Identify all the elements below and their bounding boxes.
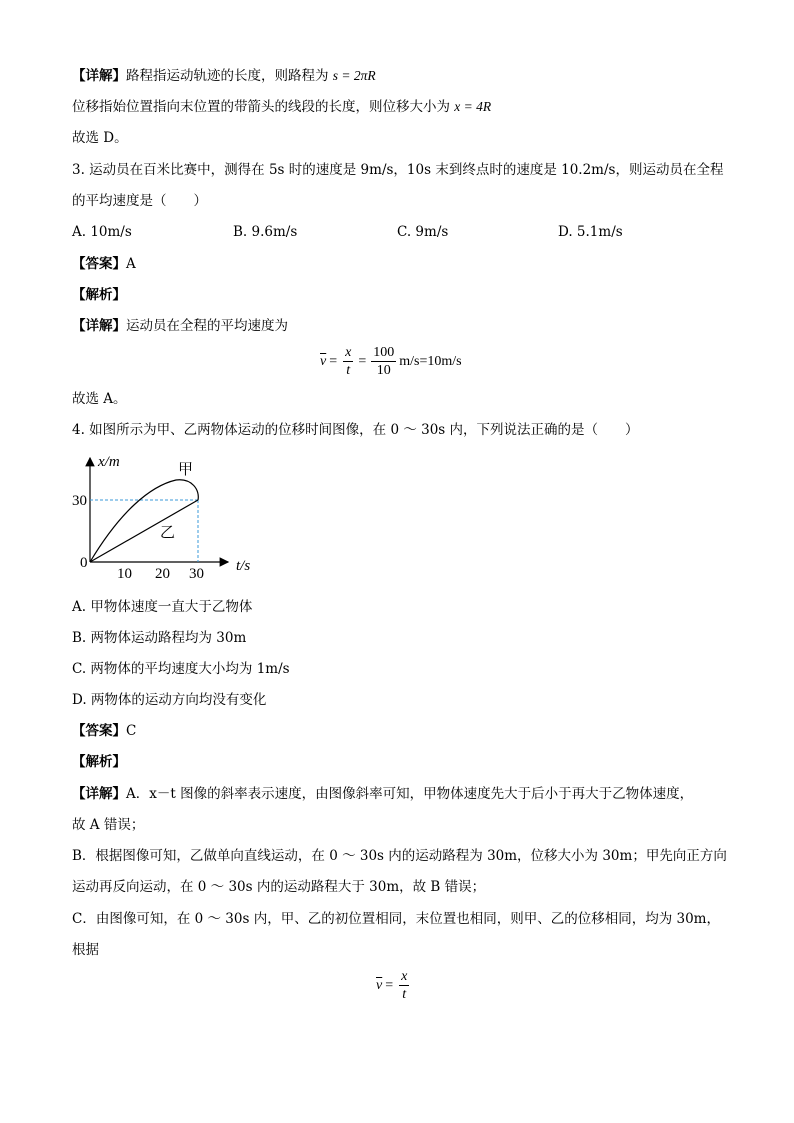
answer-tag: 【答案】 (72, 256, 126, 272)
x-tick-20: 20 (155, 566, 170, 582)
q4-option-d: D. 两物体的运动方向均没有变化 (72, 692, 267, 708)
curve-jia-label: 甲 (178, 462, 194, 478)
fraction-numerator: x (401, 969, 408, 984)
detail-tag: 【详解】 (72, 68, 126, 84)
q3-answer: A (126, 256, 136, 272)
x-axis-label: t/s (236, 558, 251, 574)
q3-detail-line (72, 317, 288, 335)
fraction-x-over-t (399, 968, 409, 1003)
fraction-denominator: t (402, 987, 407, 1002)
path-formula: s = 2πR (332, 68, 376, 83)
line-yi-label: 乙 (160, 525, 176, 541)
q4-option-c: C. 两物体的平均速度大小均为 1m/s (72, 661, 290, 677)
q4-detail-a2: 故 A 错误； (72, 817, 145, 833)
q2-displacement-line (72, 98, 491, 116)
answer-tag: 【答案】 (72, 723, 126, 739)
x-tick-30: 30 (189, 566, 204, 582)
q4-average-velocity-formula: $\overline{v}$ = $\frac{x}{t}$ (376, 969, 408, 1002)
fraction-denominator: t (346, 363, 351, 378)
q3-stem-line1: 3. 运动员在百米比赛中，测得在 5s 时的速度是 9m/s，10s 末到终点时的速度是 10.2m/s，则运动员在全程 (72, 162, 724, 178)
q3-answer-line (72, 255, 136, 273)
q4-answer-line (72, 722, 136, 740)
q3-option-b: B. 9.6m/s (233, 224, 298, 240)
q3-option-a: A. 10m/s (72, 224, 132, 240)
q3-option-d: D. 5.1m/s (558, 224, 623, 240)
formula-lhs: $\overline{v}$ (376, 977, 383, 993)
q3-average-velocity-formula: $\overline{v}$ = $\frac{x}{t}$ = $\frac{100}{10}$ m/s=10m/s (320, 345, 462, 378)
q2-displacement-text: 位移指始位置指向末位置的带箭头的线段的长度，则位移大小为 (72, 99, 450, 115)
q2-conclusion: 故选 D。 (72, 130, 128, 146)
q4-detail-a-line (72, 785, 693, 803)
q4-detail-a: A．x－t 图像的斜率表示速度，由图像斜率可知，甲物体速度先大于后小于再大于乙物体速度， (126, 786, 694, 802)
q4-analysis-tag: 【解析】 (72, 754, 126, 770)
detail-tag: 【详解】 (72, 786, 126, 802)
q3-option-c: C. 9m/s (397, 224, 449, 240)
fraction-100-over-10 (371, 344, 396, 379)
formula-result: m/s=10m/s (399, 353, 462, 369)
q4-detail-b2: 运动再反向运动，在 0 ～ 30s 内的运动路程大于 30m，故 B 错误； (72, 879, 486, 895)
q4-detail-c1: C．由图像可知，在 0 ～ 30s 内，甲、乙的初位置相同，末位置也相同，则甲、乙的位移相同，均为 30m， (72, 911, 720, 927)
q4-stem: 4. 如图所示为甲、乙两物体运动的位移时间图像，在 0 ～ 30s 内，下列说法正确的是（ ） (72, 422, 639, 438)
origin-label: 0 (80, 555, 88, 571)
displacement-time-graph (68, 452, 268, 582)
curve-jia (90, 480, 198, 562)
y-axis-label: x/m (98, 454, 120, 470)
q4-detail-b1: B．根据图像可知，乙做单向直线运动，在 0 ～ 30s 内的运动路程为 30m，位移大小为 30m；甲先向正方向 (72, 848, 727, 864)
detail-tag: 【详解】 (72, 318, 126, 334)
line-yi (90, 500, 198, 562)
fraction-denominator: 10 (376, 363, 391, 378)
q3-stem-line2: 的平均速度是（ ） (72, 193, 207, 209)
fraction-x-over-t (343, 344, 353, 379)
q4-option-a: A. 甲物体速度一直大于乙物体 (72, 599, 253, 615)
q2-detail-line (72, 67, 376, 85)
q3-conclusion: 故选 A。 (72, 391, 127, 407)
y-tick-30: 30 (72, 493, 87, 509)
x-tick-10: 10 (117, 566, 132, 582)
q2-detail-text: 路程指运动轨迹的长度，则路程为 (126, 68, 329, 84)
q4-answer: C (126, 723, 137, 739)
displacement-formula: x = 4R (454, 99, 492, 114)
fraction-numerator: 100 (373, 345, 395, 360)
q4-option-b: B. 两物体运动路程均为 30m (72, 630, 247, 646)
q4-detail-c2: 根据 (72, 942, 99, 958)
formula-lhs: $\overline{v}$ (320, 353, 327, 369)
q3-analysis-tag: 【解析】 (72, 287, 126, 303)
q3-detail-text: 运动员在全程的平均速度为 (126, 318, 288, 334)
fraction-numerator: x (345, 345, 352, 360)
